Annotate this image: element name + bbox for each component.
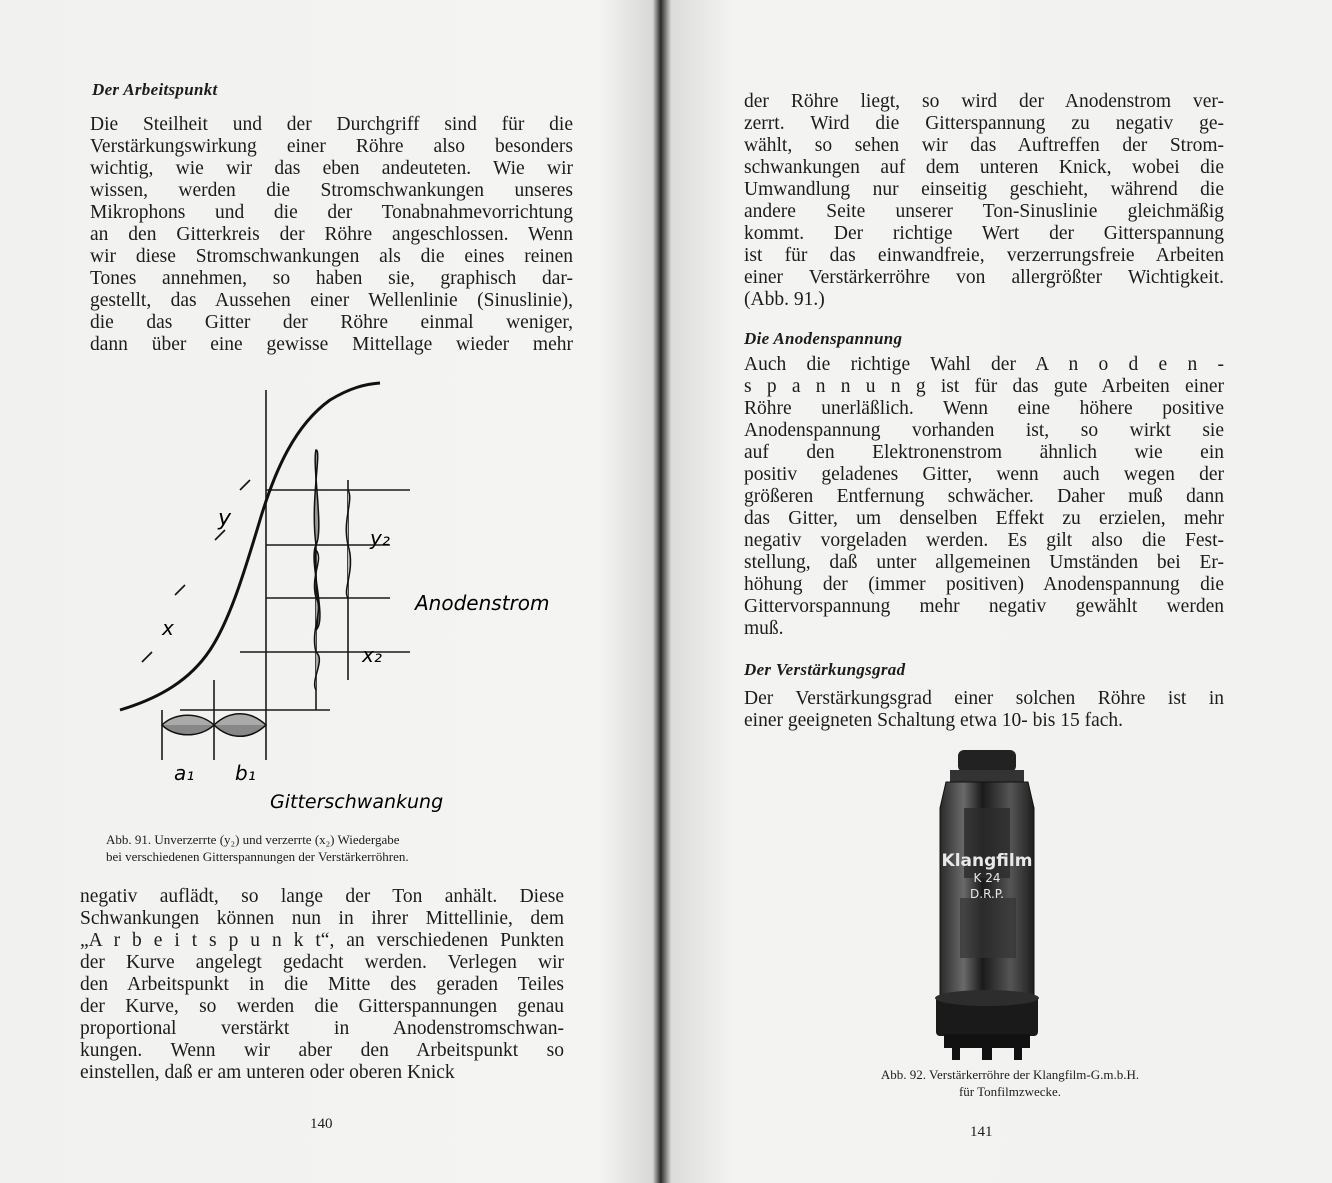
text-line: Umwandlung nur einseitig geschieht, während die bbox=[744, 179, 1224, 200]
text-line: einstellen, daß er am unteren oder oberen Knick bbox=[80, 1062, 455, 1083]
section-heading-arbeitspunkt: Der Arbeitspunkt bbox=[92, 80, 218, 99]
text-line: stellung, daß unter allgemeinen Umständen bei Er- bbox=[744, 552, 1224, 573]
text-line: andere Seite unserer Ton-Sinuslinie gleichmäßig bbox=[744, 201, 1224, 222]
text-line: s p a n n u n g ist für das gute Arbeiten einer bbox=[744, 376, 1224, 397]
text-line: „A r b e i t s p u n k t“, an verschiedenen Punkten bbox=[80, 930, 564, 951]
paragraph-verstaerkungsgrad bbox=[744, 688, 1224, 732]
caption-91-line-1: Abb. 91. Unverzerrte (y₂) und verzerrte (x₂) Wiedergabe bbox=[106, 832, 400, 847]
text-line: Die Steilheit und der Durchgriff sind für die bbox=[90, 114, 573, 135]
tube-model-label: K 24 bbox=[973, 871, 1001, 885]
figure-91-caption bbox=[106, 831, 576, 865]
label-b1: b₁ bbox=[235, 761, 256, 785]
text-line: das Gitter, um denselben Effekt zu erzielen, mehr bbox=[744, 508, 1224, 529]
page-number-right: 141 bbox=[970, 1124, 993, 1140]
text-line: wissen, werden die Stromschwankungen unseres bbox=[90, 180, 573, 201]
text-line: Schwankungen können nun in ihrer Mittellinie, dem bbox=[80, 908, 564, 929]
text-line: an den Gitterkreis der Röhre angeschlossen. Wenn bbox=[90, 224, 573, 245]
label-anodenstrom: Anodenstrom bbox=[415, 591, 550, 615]
text-line: Gittervorspannung mehr negativ gewählt werden bbox=[744, 596, 1224, 617]
paragraph-arbeitspunkt bbox=[90, 114, 573, 356]
tube-top-cap bbox=[958, 750, 1016, 772]
text-line: Mikrophons und die der Tonabnahmevorrichtung bbox=[90, 202, 573, 223]
paragraph-arbeitspunkt-cont bbox=[80, 886, 564, 1084]
text-line: schwankungen auf dem unteren Knick, wobei die bbox=[744, 157, 1224, 178]
label-x: x bbox=[162, 616, 174, 640]
text-line: wichtig, wie wir das eben andeuteten. Wie wir bbox=[90, 158, 573, 179]
text-line: der Kurve angelegt gedacht werden. Verlegen wir bbox=[80, 952, 564, 973]
paragraph-anodenspannung bbox=[744, 354, 1224, 640]
caption-91-line-2: bei verschiedenen Gitterspannungen der Verstärkerröhren. bbox=[106, 849, 409, 864]
figure-92-caption bbox=[800, 1066, 1220, 1100]
section-heading-anodenspannung: Die Anodenspannung bbox=[744, 329, 903, 348]
page-number-left: 140 bbox=[310, 1116, 333, 1132]
tube-brand-label: Klangfilm bbox=[941, 851, 1033, 871]
text-line: proportional verstärkt in Anodenstromschwan- bbox=[80, 1018, 564, 1039]
text-line: wählt, so sehen wir das Auftreffen der Strom- bbox=[744, 135, 1224, 156]
text-line: der Kurve, so werden die Gitterspannungen genau bbox=[80, 996, 564, 1017]
text-line: Der Verstärkungsgrad einer solchen Röhre ist in bbox=[744, 688, 1224, 709]
text-line: ist für das einwandfreie, verzerrungsfreie Arbeiten bbox=[744, 245, 1224, 266]
text-line: einer geeigneten Schaltung etwa 10- bis 15 fach. bbox=[744, 710, 1124, 731]
anode-waveform bbox=[314, 450, 350, 690]
label-a1: a₁ bbox=[174, 761, 195, 785]
figure-91-diagram bbox=[80, 380, 580, 820]
text-line: negativ vorgeladen werden. Es gilt also die Fest- bbox=[744, 530, 1224, 551]
text-line: muß. bbox=[744, 618, 784, 639]
text-line: Tones annehmen, so haben sie, graphisch dar- bbox=[90, 268, 573, 289]
text-line: der Röhre liegt, so wird der Anodenstrom ver- bbox=[744, 91, 1224, 112]
left-page bbox=[0, 0, 660, 1183]
caption-92-line-1: Abb. 92. Verstärkerröhre der Klangfilm-G.m.b.H. bbox=[880, 1067, 1140, 1082]
text-line: negativ auflädt, so lange der Ton anhält. Diese bbox=[80, 886, 564, 907]
text-line: gestellt, das Aussehen einer Wellenlinie (Sinuslinie), bbox=[90, 290, 573, 311]
curve-dimension-marks bbox=[142, 480, 250, 662]
figure-92-tube-photo bbox=[930, 748, 1060, 1063]
text-line: Anodenspannung vorhanden ist, so wirkt sie bbox=[744, 420, 1224, 441]
text-line: Verstärkungswirkung einer Röhre also besonders bbox=[90, 136, 573, 157]
text-line: wir diese Stromschwankungen als die eines reinen bbox=[90, 246, 573, 267]
text-line: zerrt. Wird die Gitterspannung zu negativ ge- bbox=[744, 113, 1224, 134]
text-line: größeren Entfernung schwächer. Daher muß dann bbox=[744, 486, 1224, 507]
tube-patent-label: D.R.P. bbox=[970, 887, 1004, 901]
section-heading-verstaerkungsgrad: Der Verstärkungsgrad bbox=[744, 660, 906, 679]
label-y: y bbox=[218, 506, 232, 531]
text-line: Röhre unerläßlich. Wenn eine höhere positive bbox=[744, 398, 1224, 419]
label-gitterschwankung: Gitterschwankung bbox=[270, 791, 444, 813]
text-line: den Arbeitspunkt in die Mitte des geraden Teiles bbox=[80, 974, 564, 995]
text-line: einer Verstärkerröhre von allergrößter Wichtigkeit. bbox=[744, 267, 1224, 288]
right-page bbox=[668, 0, 1332, 1183]
diagram-grid bbox=[162, 390, 410, 760]
paragraph-verzerrung bbox=[744, 91, 1224, 311]
text-line: die das Gitter der Röhre einmal weniger, bbox=[90, 312, 573, 333]
label-y2: y₂ bbox=[370, 526, 390, 550]
text-line: positiv geladenes Gitter, wenn auch wegen der bbox=[744, 464, 1224, 485]
text-line: kungen. Wenn wir aber den Arbeitspunkt so bbox=[80, 1040, 564, 1061]
characteristic-curve bbox=[120, 383, 380, 710]
text-line: kommt. Der richtige Wert der Gitterspannung bbox=[744, 223, 1224, 244]
text-line: (Abb. 91.) bbox=[744, 289, 825, 310]
text-line: dann über eine gewisse Mittellage wieder mehr bbox=[90, 334, 573, 355]
label-x2: x₂ bbox=[362, 643, 382, 667]
caption-92-line-2: für Tonfilmzwecke. bbox=[958, 1084, 1062, 1099]
text-line: höhung der (immer positiven) Anodenspannung die bbox=[744, 574, 1224, 595]
text-line: auf den Elektronenstrom ähnlich wie ein bbox=[744, 442, 1224, 463]
text-line: Auch die richtige Wahl der A n o d e n - bbox=[744, 354, 1224, 375]
